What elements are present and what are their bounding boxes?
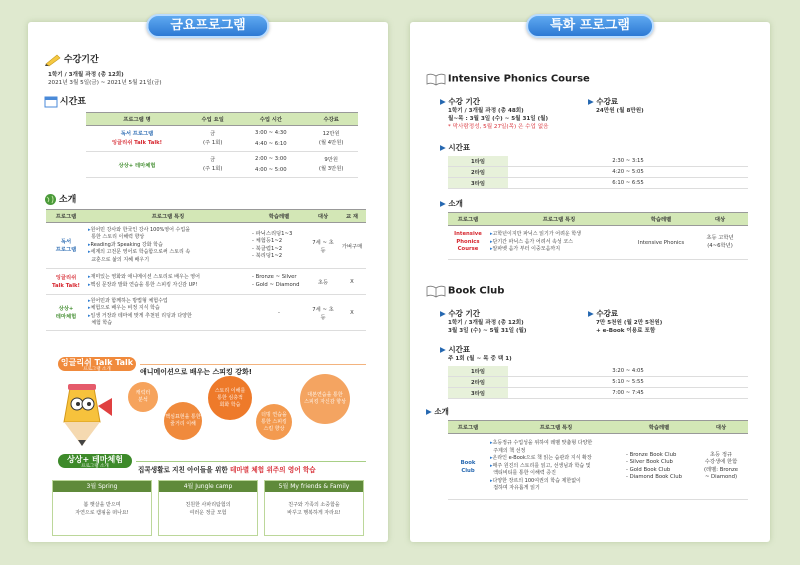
friday-program-panel bbox=[28, 18, 388, 542]
schedule-time: 6:10 ~ 6:55 bbox=[508, 178, 748, 189]
schedule-header-name: 프로그램 명 bbox=[86, 113, 188, 126]
theme-card-line: 자연으로 캠핑을 떠나요! bbox=[75, 510, 129, 516]
phonics-title: Intensive Phonics Course bbox=[447, 73, 590, 85]
theme-card-line: 바꾸고 행복하게 자라요! bbox=[287, 510, 341, 516]
theme-card-line: 여러운 정글 모험 bbox=[189, 510, 227, 516]
intro-level: - Bronze ~ Silver - Gold ~ Diamond bbox=[250, 269, 308, 295]
schedule-period: 2타임 bbox=[448, 167, 508, 178]
feature-line: 액티비티를 통한 이해력 증진 bbox=[493, 470, 556, 477]
schedule-program-name: 상상+ 테마체험 bbox=[118, 162, 156, 169]
intro-level: - 파닉스리딩1~3 - 체험등1~2 - 북클럽1~2 - 북리딩1~2 bbox=[250, 223, 308, 269]
feature-line: 매주 원진의 스토리를 읽고, 선생님과 학습 및 bbox=[492, 462, 591, 469]
period-line2: 2021년 3월 5일(금) ~ 2021년 5월 21일(금) bbox=[48, 80, 162, 86]
table-row bbox=[448, 434, 748, 500]
bookclub-period2: 3월 3일 (수) ~ 5월 31일 (월) bbox=[448, 328, 527, 334]
phonics-schedule-title: ▶ 시간표 bbox=[440, 143, 471, 152]
intro-program-name: 독서 프로그램 bbox=[46, 223, 86, 269]
schedule-day: 금 bbox=[210, 130, 216, 137]
theme-pill bbox=[58, 454, 132, 468]
open-book-icon bbox=[426, 284, 446, 300]
talk-step-circle bbox=[256, 404, 292, 440]
talk-step-label: 캐릭터 분석 bbox=[135, 390, 151, 403]
level-line: - Bronze Book Club bbox=[626, 451, 677, 458]
theme-card-march bbox=[52, 480, 152, 536]
theme-pill-sub: 프로그램 소개 bbox=[81, 464, 109, 469]
schedule-time: 2:00 ~ 3:00 bbox=[255, 155, 287, 162]
intro-program-name: 상상+ 테마체험 bbox=[46, 295, 86, 331]
talk-talk-pill-sub: 프로그램 소개 bbox=[83, 367, 111, 372]
special-program-panel bbox=[410, 18, 770, 542]
feature-line: 체험 학습 bbox=[91, 320, 113, 326]
schedule-period: 1타임 bbox=[448, 366, 508, 377]
schedule-table bbox=[86, 112, 358, 178]
intro-target: 7세 ~ 초등 bbox=[308, 223, 338, 269]
phonics-intro-table bbox=[448, 212, 748, 260]
schedule-title: 시간표 bbox=[59, 97, 87, 107]
bookclub-fee1: 7만 5천원 (월 2만 5천원) bbox=[596, 320, 663, 326]
feature-line: 교훈으로 삶의 지혜 배우기 bbox=[91, 256, 150, 263]
schedule-period: 1타임 bbox=[448, 156, 508, 167]
phonics-schedule-table bbox=[448, 156, 748, 189]
feature-line: Reading과 Speaking 강화 학습 bbox=[90, 241, 163, 248]
bookclub-schedule-note: 주 1회 (월 ~ 목 중 택 1) bbox=[448, 356, 512, 362]
schedule-period: 2타임 bbox=[448, 377, 508, 388]
theme-card-title: 5월 My friends & Family bbox=[265, 481, 363, 492]
phonics-fee-title-text: 수강료 bbox=[596, 97, 619, 106]
intro-target: 7세 ~ 초등 bbox=[308, 295, 338, 331]
theme-card-line: 친구와 가족의 소중함을 bbox=[288, 502, 340, 508]
special-program-banner: 특화 프로그램 bbox=[526, 14, 654, 38]
bookclub-section bbox=[426, 284, 504, 300]
table-row bbox=[448, 178, 748, 189]
intro-header-program: 프로그램 bbox=[46, 210, 86, 223]
schedule-time: 4:40 ~ 6:10 bbox=[255, 140, 287, 147]
phonics-intro-title: ▶ 소개 bbox=[440, 199, 463, 208]
intro-level bbox=[624, 434, 694, 500]
table-row bbox=[86, 126, 358, 152]
bookclub-title: Book Club bbox=[447, 285, 505, 297]
theme-card-april bbox=[158, 480, 258, 536]
schedule-time: 3:20 ~ 4:05 bbox=[508, 366, 748, 377]
schedule-time: 2:30 ~ 3:15 bbox=[508, 156, 748, 167]
phonics-section bbox=[426, 72, 590, 88]
table-row bbox=[46, 223, 366, 269]
feature-line: 단기간 파닉스 음가 어려서 속성 코스 bbox=[492, 238, 573, 245]
bookclub-period-title-text: 수강 기간 bbox=[448, 309, 480, 318]
schedule-section bbox=[44, 94, 86, 110]
feature-line: 세계의 고전문 영어로 학습함으로써 스토리 속 bbox=[90, 249, 191, 256]
theme-card-title: 3월 Spring bbox=[53, 481, 151, 492]
table-row bbox=[86, 152, 358, 178]
period-title: 수강기간 bbox=[63, 55, 99, 65]
intro-header-features: 프로그램 특징 bbox=[488, 421, 624, 434]
phonics-schedule-title-text: 시간표 bbox=[448, 143, 471, 152]
calendar-icon bbox=[44, 95, 58, 110]
theme-card-title: 4월 Jungle camp bbox=[159, 481, 257, 492]
schedule-day-note: (주 1회) bbox=[202, 165, 223, 172]
intro-features: ▸재미있는 영화와 애니메이션 스토리로 배우는 영어 ▸핵심 문장과 발화 연습을 통한 스피킹 자신감 UP! bbox=[86, 269, 250, 295]
talk-step-label: 핵심표현을 통한 줄거리 이해 bbox=[165, 414, 201, 427]
intro-book: X bbox=[338, 269, 366, 295]
schedule-time: 4:00 ~ 5:00 bbox=[255, 166, 287, 173]
schedule-time: 3:00 ~ 4:30 bbox=[255, 129, 287, 136]
intro-level: - bbox=[250, 295, 308, 331]
theme-pill-label: 상상+ 테마체험 bbox=[67, 455, 123, 464]
talk-step-circle bbox=[208, 376, 252, 420]
intro-features: ▸초등정규 수업성을 위하여 레벨 맞춤형 다양한 주제의 책 선정 ▸온라인 e-Book으로 책 읽는 습관과 지식 확장 ▸매주 원진의 스토리를 읽고, 선생님과 학습 및 액티비티를 통한 이해력 증진 ▸다양한 장르의 100여권의 학습 제한없이 접하며 자유롭게 읽기 bbox=[488, 434, 624, 500]
level-line: - Silver Book Club bbox=[626, 459, 673, 465]
phonics-period-title: ▶ 수강 기간 bbox=[440, 97, 480, 106]
intro-header-features: 프로그램 특징 bbox=[86, 210, 250, 223]
talk-step-label: 더빙 연습을 통한 스피킹 스킬 향상 bbox=[261, 411, 287, 432]
bookclub-fee2: + e-Book 이용료 포함 bbox=[596, 328, 656, 334]
talk-talk-heading: 애니메이션으로 배우는 스피킹 강화! bbox=[140, 368, 252, 376]
table-row bbox=[448, 167, 748, 178]
feature-line: 통한 스토리 이해력 향상 bbox=[91, 234, 145, 241]
bookclub-fee-title: ▶ 수강료 bbox=[588, 309, 619, 318]
phonics-period-note: * 막사람정성, 5월 27일(목) 은 수업 없음 bbox=[448, 124, 549, 130]
intro-features: ▸원어민과 함께하는 방법형 체험수업 ▸체험으로 배우는 비정 지식 학습 ▸일생 거장과 테마에 맞게 추천된 리딩과 다양한 체험 학습 bbox=[86, 295, 250, 331]
bookclub-intro-title-text: 소개 bbox=[434, 407, 449, 416]
phonics-period1: 1학기 / 3개월 과정 (총 48회) bbox=[448, 108, 524, 114]
talk-step-circle bbox=[128, 382, 158, 412]
schedule-time: 4:20 ~ 5:05 bbox=[508, 167, 748, 178]
table-row bbox=[448, 226, 748, 260]
theme-heading-a: 집콕생활로 지친 아이들을 위한 bbox=[138, 466, 230, 474]
intro-target: 초등 bbox=[308, 269, 338, 295]
talk-step-circle bbox=[164, 402, 202, 440]
feature-line: 원어민과 함께하는 방법형 체험수업 bbox=[90, 297, 168, 304]
theme-card-may bbox=[264, 480, 364, 536]
feature-line: 원어민 강사와 한국인 강사 100%영어 수업을 bbox=[90, 226, 191, 233]
bookclub-intro-title: ▶ 소개 bbox=[426, 407, 449, 416]
schedule-period: 3타임 bbox=[448, 178, 508, 189]
schedule-program-name: 잉글리쉬 Talk Talk! bbox=[111, 139, 163, 146]
bookclub-schedule-title-text: 시간표 bbox=[448, 345, 471, 354]
schedule-day-note: (주 1회) bbox=[202, 139, 223, 146]
table-row bbox=[448, 366, 748, 377]
phonics-fee: 24만원 (월 8만원) bbox=[596, 108, 644, 114]
schedule-header-fee: 수강료 bbox=[304, 113, 358, 126]
intro-target: 초등 고학년 (4~6학년) bbox=[692, 226, 748, 260]
friday-program-banner: 금요프로그램 bbox=[146, 14, 269, 38]
talk-talk-pill bbox=[58, 357, 136, 371]
intro-book: X bbox=[338, 295, 366, 331]
table-row bbox=[46, 295, 366, 331]
schedule-time: 7:00 ~ 7:45 bbox=[508, 388, 748, 399]
schedule-period: 3타임 bbox=[448, 388, 508, 399]
intro-header-level: 학습레벨 bbox=[250, 210, 308, 223]
phonics-fee-title: ▶ 수강료 bbox=[588, 97, 619, 106]
talk-talk-pill-label: 잉글리쉬 Talk Talk bbox=[60, 358, 134, 367]
bookclub-period-title: ▶ 수강 기간 bbox=[440, 309, 480, 318]
pencil-mascot-icon bbox=[50, 382, 120, 454]
pencil-icon bbox=[44, 53, 62, 69]
schedule-header-day: 수업 요일 bbox=[188, 113, 237, 126]
intro-section bbox=[44, 192, 76, 208]
intro-program-name: 잉글리쉬 Talk Talk! bbox=[46, 269, 86, 295]
bookclub-intro-table bbox=[448, 420, 748, 500]
intro-target: 초등 정규 수강생에 한함 (레벨: Bronze ~ Diamond) bbox=[694, 434, 748, 500]
intro-book: 가벼구매 bbox=[338, 223, 366, 269]
intro-header-program: 프로그램 bbox=[448, 421, 488, 434]
period-section bbox=[44, 52, 99, 69]
table-row bbox=[448, 388, 748, 399]
feature-line: 다양한 장르의 100여권의 학습 제한없이 bbox=[492, 477, 581, 484]
intro-header-features: 프로그램 특징 bbox=[488, 213, 630, 226]
intro-table bbox=[46, 209, 366, 331]
intro-program-name: Book Club bbox=[448, 434, 488, 500]
intro-header-level: 학습레벨 bbox=[630, 213, 692, 226]
schedule-time: 5:10 ~ 5:55 bbox=[508, 377, 748, 388]
level-line: - Diamond Book Club bbox=[626, 474, 682, 480]
feature-line: 주제의 책 선정 bbox=[493, 447, 526, 454]
theme-heading bbox=[138, 464, 316, 474]
bookclub-schedule-table bbox=[448, 366, 748, 399]
schedule-day: 금 bbox=[210, 156, 216, 163]
schedule-fee: 12만원 bbox=[322, 130, 340, 137]
schedule-fee-note: (월 4만원) bbox=[318, 139, 344, 146]
talk-step-circle bbox=[300, 374, 350, 424]
intro-header-target: 대상 bbox=[694, 421, 748, 434]
feature-line: 초등정규 수업성을 위하여 레벨 맞춤형 다양한 bbox=[492, 440, 593, 447]
schedule-fee-note: (월 3만원) bbox=[318, 165, 344, 172]
phonics-intro-title-text: 소개 bbox=[448, 199, 463, 208]
feature-line: 온라인 e-Book으로 책 읽는 습관과 지식 확장 bbox=[492, 455, 592, 462]
phonics-period-title-text: 수강 기간 bbox=[448, 97, 480, 106]
theme-card-line: 친원한 사파리탐험의 bbox=[185, 502, 231, 508]
intro-level: Intensive Phonics bbox=[630, 226, 692, 260]
schedule-program-name: 독서 프로그램 bbox=[120, 130, 154, 137]
feature-line: 핵심 문장과 발화 연습을 통한 스피킹 자신감 UP! bbox=[90, 281, 198, 288]
bookclub-period1: 1학기 / 3개월 과정 (총 12회) bbox=[448, 320, 524, 326]
open-book-icon bbox=[426, 72, 446, 88]
talk-step-label: 스토리 이해를 통한 심층적 회화 학습 bbox=[214, 387, 246, 408]
intro-header-level: 학습레벨 bbox=[624, 421, 694, 434]
theme-heading-b: 테마별 체험 위주의 영어 학습 bbox=[230, 466, 316, 474]
feature-line: 알파벳 음가 부터 이중모음까지 bbox=[492, 246, 561, 253]
intro-header-program: 프로그램 bbox=[448, 213, 488, 226]
feature-line: 재미있는 영화와 애니메이션 스토리로 배우는 영어 bbox=[90, 274, 200, 280]
intro-header-target: 대상 bbox=[692, 213, 748, 226]
intro-program-name: Intensive Phonics Course bbox=[448, 226, 488, 260]
intro-features: ▸고학년이지만 파닉스 읽기가 어려운 학생 ▸단기간 파닉스 음가 어려서 속성 코스 ▸알파벳 음가 부터 이중모음까지 bbox=[488, 226, 630, 260]
table-row bbox=[448, 377, 748, 388]
table-row bbox=[448, 156, 748, 167]
feature-line: 고학년이지만 파닉스 읽기가 어려운 학생 bbox=[492, 231, 581, 238]
bookclub-fee-title-text: 수강료 bbox=[596, 309, 619, 318]
talk-step-label: 대본연습을 통한 스피킹 자신감 향상 bbox=[304, 392, 346, 405]
feature-line: 일생 거장과 테마에 맞게 추천된 리딩과 다양한 bbox=[90, 312, 192, 319]
feature-line: 접하며 자유롭게 읽기 bbox=[493, 485, 540, 492]
intro-title: 소개 bbox=[58, 195, 77, 205]
intro-header-book: 교 재 bbox=[338, 210, 366, 223]
globe-icon bbox=[44, 193, 57, 208]
intro-header-target: 대상 bbox=[308, 210, 338, 223]
period-line1: 1학기 / 3개월 과정 (총 12회) bbox=[48, 72, 124, 78]
phonics-period2: 월~목 : 3월 3일 (수) ~ 5월 31일 (월) bbox=[448, 116, 549, 122]
table-row bbox=[46, 269, 366, 295]
schedule-header-time: 수업 시간 bbox=[237, 113, 304, 126]
feature-line: 체험으로 배우는 비정 지식 학습 bbox=[90, 305, 160, 311]
bookclub-schedule-title: ▶ 시간표 bbox=[440, 345, 471, 354]
theme-card-line: 봄 햇살을 받으며 bbox=[83, 502, 121, 508]
schedule-fee: 9만원 bbox=[324, 156, 338, 163]
level-line: - Gold Book Club bbox=[626, 466, 671, 473]
intro-features: ▸원어민 강사와 한국인 강사 100%영어 수업을 통한 스토리 이해력 향상 ▸Reading과 Speaking 강화 학습 ▸세계의 고전문 영어로 학습함으로써 스토리 속 교훈으로 삶의 지혜 배우기 bbox=[86, 223, 250, 269]
